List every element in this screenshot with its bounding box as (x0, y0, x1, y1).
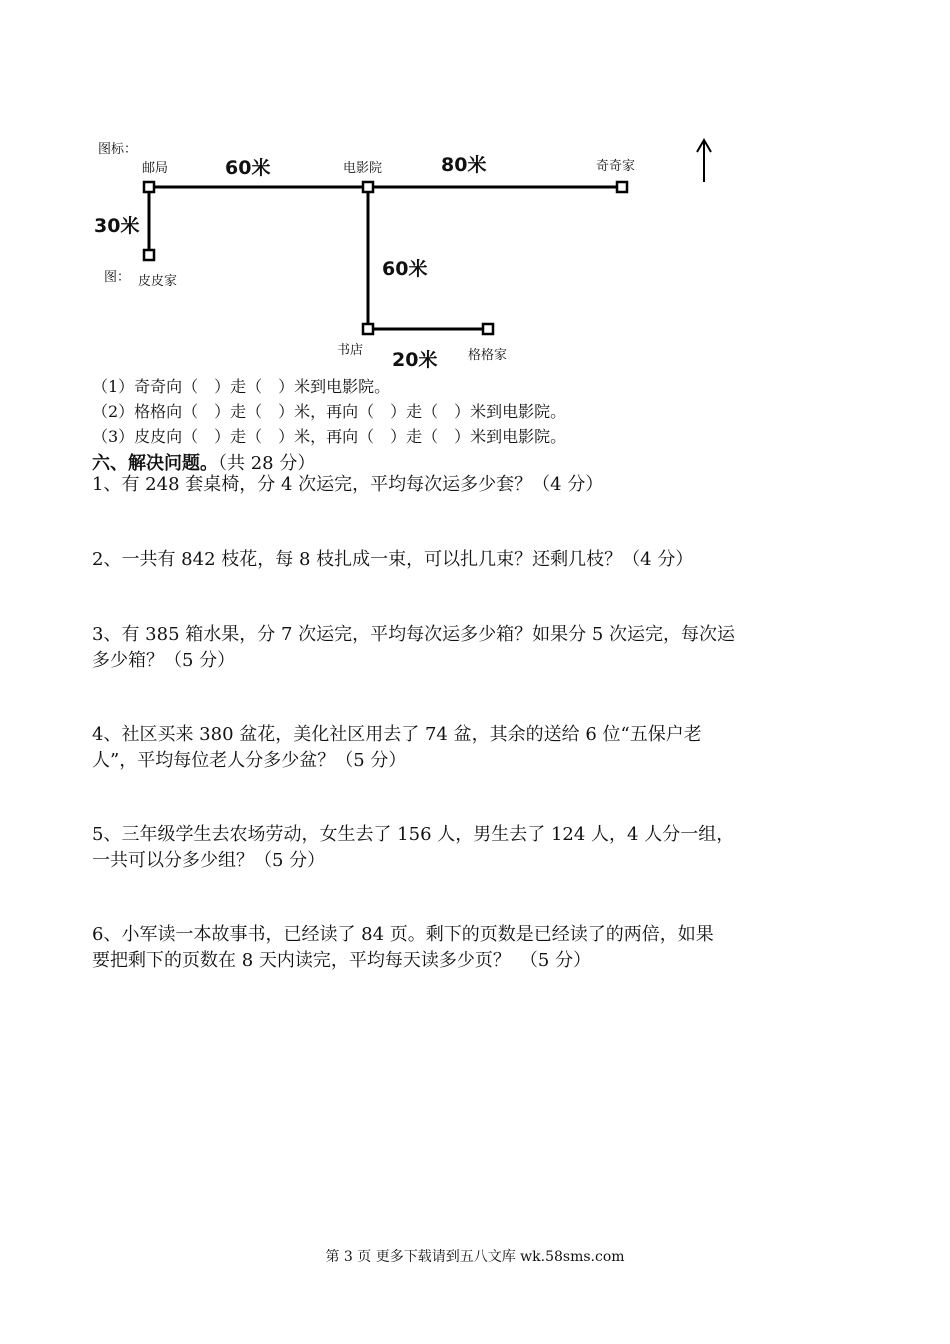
section-title: 六、解决问题。 (92, 453, 218, 474)
map-question-3: （3）皮皮向（ ）走（ ）米，再向（ ）走（ ）米到电影院。 (92, 427, 567, 446)
legend-top-label: 图标： (98, 142, 138, 157)
problem-line: 一共可以分多少组？（5 分） (92, 850, 326, 871)
map-question-2: （2）格格向（ ）走（ ）米，再向（ ）走（ ）米到电影院。 (92, 402, 567, 421)
bookstore-label: 书店 (337, 343, 364, 358)
post-office-label: 邮局 (142, 161, 169, 176)
cinema-marker (363, 182, 373, 192)
problem-line: 5、三年级学生去农场劳动，女生去了 156 人，男生去了 124 人，4 人分一组， (92, 824, 735, 845)
legend-bottom-label: 图： (104, 270, 131, 285)
route-map-lines (0, 0, 950, 380)
problem-line: 1、有 248 套桌椅，分 4 次运完，平均每次运多少套？（4 分） (92, 474, 604, 495)
section-points: （共 28 分） (218, 453, 316, 474)
route-map (0, 0, 950, 380)
problem-line: 4、社区买来 380 盆花，美化社区用去了 74 盆，其余的送给 6 位“五保户老 (92, 724, 702, 745)
page-footer: 第 3 页 更多下载请到五八文库 wk.58sms.com (325, 1249, 625, 1265)
qiqi-home-marker (617, 182, 627, 192)
problem-line: 6、小军读一本故事书，已经读了 84 页。剩下的页数是已经读了的两倍，如果 (92, 924, 714, 945)
map-question-1: （1）奇奇向（ ）走（ ）米到电影院。 (92, 377, 391, 396)
up-arrow-icon (697, 140, 711, 182)
distance-bookstore-to-gege: 20米 (392, 349, 438, 371)
distance-post-to-pipi: 30米 (94, 215, 140, 237)
problem-line: 人”，平均每位老人分多少盆？（5 分） (92, 750, 407, 771)
cinema-label: 电影院 (343, 161, 383, 176)
problem-1 (92, 472, 603, 498)
distance-post-to-cinema: 60米 (225, 157, 271, 179)
gege-home-label: 格格家 (468, 348, 508, 363)
distance-cinema-to-bookstore: 60米 (382, 258, 428, 280)
problem-4 (92, 722, 702, 774)
problem-6 (92, 922, 714, 974)
problem-line: 要把剩下的页数在 8 天内读完，平均每天读多少页？ （5 分） (92, 950, 592, 971)
post-office-marker (144, 182, 154, 192)
problem-line: 2、一共有 842 枝花，每 8 枝扎成一束，可以扎几束？还剩几枝？（4 分） (92, 549, 694, 570)
problem-5 (92, 822, 734, 874)
problem-line: 3、有 385 箱水果，分 7 次运完，平均每次运多少箱？如果分 5 次运完，每次运 (92, 624, 736, 645)
problem-3 (92, 622, 735, 674)
pipi-home-marker (144, 250, 154, 260)
bookstore-marker (363, 324, 373, 334)
pipi-home-label: 皮皮家 (138, 274, 178, 289)
gege-home-marker (483, 324, 493, 334)
qiqi-home-label: 奇奇家 (596, 159, 636, 174)
distance-cinema-to-qiqi: 80米 (441, 154, 487, 176)
problem-2 (92, 547, 693, 573)
problem-line: 多少箱？（5 分） (92, 650, 236, 671)
